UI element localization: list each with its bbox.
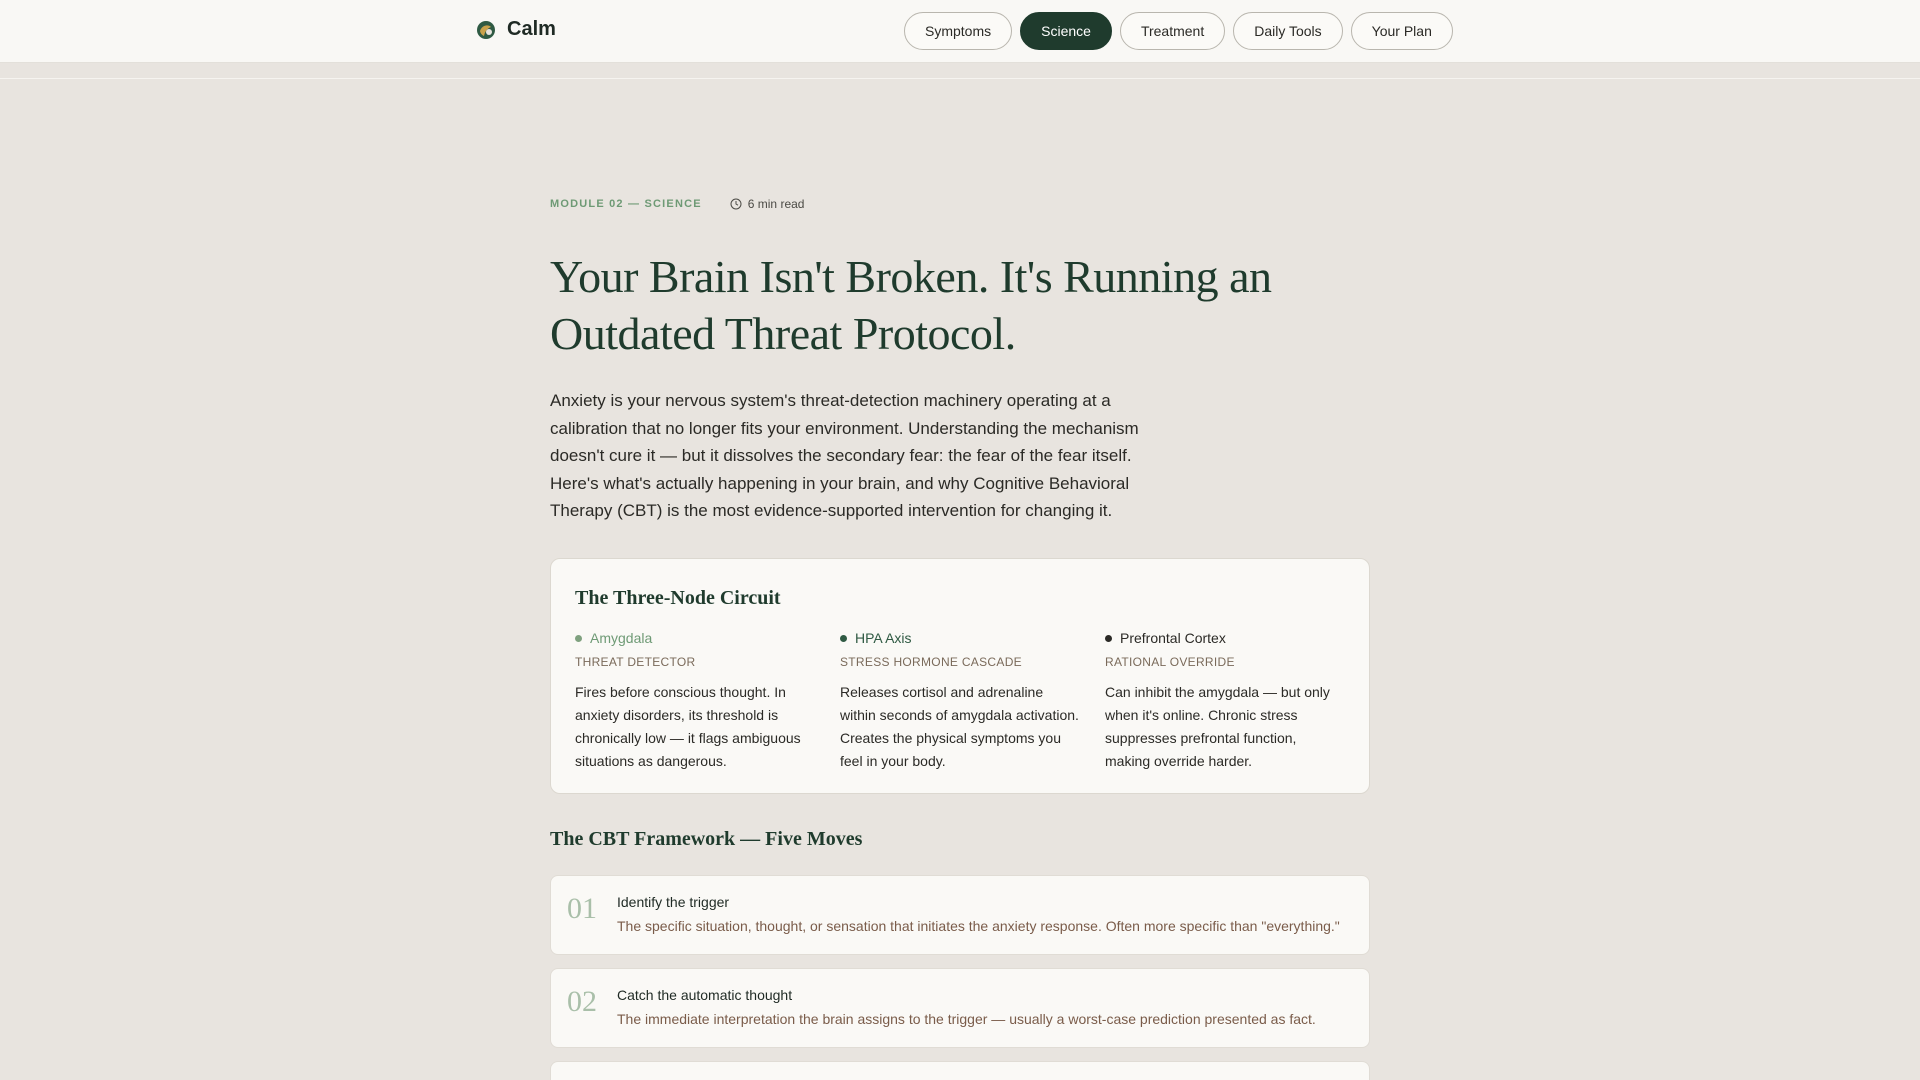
cbt-step[interactable] — [550, 968, 1370, 1048]
cbt-step[interactable] — [550, 875, 1370, 955]
brand-logo[interactable] — [475, 18, 556, 41]
intro-paragraph: Anxiety is your nervous system's threat-detection machinery operating at a calibration that no longer fits your environment. Understanding the mechanism doesn't cure it — but it dissolves the secondary fear: the fear of the fear itself. Here's what's actually happening in your brain, and why Cognitive Behavioral Therapy (CBT) is the most evidence-supported intervention for changing it. — [550, 391, 1139, 521]
nav-symptoms-button[interactable]: Symptoms — [904, 12, 1012, 50]
node-hpa-axis — [840, 629, 1105, 773]
node-description: Releases cortisol and adrenaline within seconds of amygdala activation. Creates the physical symptoms you feel in your body. — [840, 684, 1079, 769]
top-navigation-bar — [0, 0, 1920, 63]
circuit-nodes — [575, 629, 1370, 773]
clock-icon — [730, 198, 742, 210]
node-dot — [1105, 635, 1112, 642]
module-eyebrow: MODULE 02 — SCIENCE — [550, 198, 702, 210]
node-subtitle: RATIONAL OVERRIDE — [1105, 655, 1235, 669]
node-description: Can inhibit the amygdala — but only when it's online. Chronic stress suppresses prefrontal function, making override harder. — [1105, 684, 1330, 769]
cbt-section-title: The CBT Framework — Five Moves — [550, 828, 863, 850]
node-name: Prefrontal Cortex — [1120, 630, 1226, 646]
article-meta — [550, 197, 804, 211]
header-divider — [0, 78, 1920, 79]
node-header — [1105, 629, 1370, 647]
main-nav — [904, 12, 1453, 50]
step-title: Catch the automatic thought — [617, 987, 793, 1003]
page-title: Your Brain Isn't Broken. It's Running an Outdated Threat Protocol. — [550, 251, 1272, 359]
leaf-globe-icon — [475, 19, 497, 41]
node-name: Amygdala — [590, 630, 653, 646]
nav-daily-tools-button[interactable]: Daily Tools — [1233, 12, 1342, 50]
step-description: The immediate interpretation the brain assigns to the trigger — usually a worst-case prediction presented as fact. — [617, 1011, 1316, 1027]
node-name: HPA Axis — [855, 630, 912, 646]
node-amygdala — [575, 629, 840, 773]
node-subtitle: STRESS HORMONE CASCADE — [840, 655, 1022, 669]
node-dot — [840, 635, 847, 642]
read-time — [730, 197, 805, 211]
node-subtitle: THREAT DETECTOR — [575, 655, 696, 669]
node-dot — [575, 635, 582, 642]
cbt-step-partial[interactable] — [550, 1061, 1370, 1080]
step-number: 02 — [567, 985, 597, 1018]
nav-your-plan-button[interactable]: Your Plan — [1351, 12, 1453, 50]
node-header — [575, 629, 840, 647]
step-number: 01 — [567, 892, 597, 925]
nav-treatment-button[interactable]: Treatment — [1120, 12, 1225, 50]
node-header — [840, 629, 1105, 647]
step-title: Identify the trigger — [617, 894, 730, 910]
node-description: Fires before conscious thought. In anxiety disorders, its threshold is chronically low — it flags ambiguous situations as dangerous. — [575, 684, 801, 769]
step-description: The specific situation, thought, or sensation that initiates the anxiety response. Often more specific than "everything." — [617, 918, 1340, 934]
three-node-circuit-card — [550, 558, 1370, 794]
circuit-title: The Three-Node Circuit — [575, 587, 781, 609]
read-time-label: 6 min read — [747, 197, 805, 211]
nav-science-button[interactable]: Science — [1020, 12, 1112, 50]
node-prefrontal-cortex — [1105, 629, 1370, 773]
brand-name: Calm — [507, 18, 556, 40]
